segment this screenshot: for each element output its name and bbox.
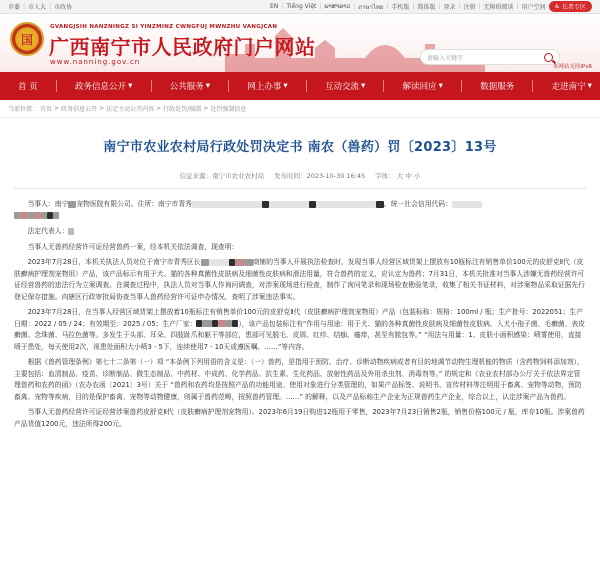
nav-divider <box>228 80 229 92</box>
redaction <box>202 320 212 327</box>
page-title: 南宁市农业农村局行政处罚决定书 南农（兽药）罚〔2023〕13号 <box>103 140 497 155</box>
chevron-down-icon: ▾ <box>587 81 592 91</box>
redaction <box>316 201 376 208</box>
breadcrumb-statutory[interactable]: 法定主动公开内容 <box>106 106 155 113</box>
redaction <box>452 201 482 208</box>
redaction <box>245 259 253 266</box>
lang-en[interactable]: EN <box>270 3 279 10</box>
redaction <box>309 201 316 208</box>
link-register[interactable]: 注册 <box>463 4 476 11</box>
breadcrumb-separator: > <box>156 105 162 112</box>
paragraph-intro: 当事人无兽药经营许可证经营兽药一案，经本机关依法调查，现查明： <box>27 242 239 251</box>
national-emblem-icon[interactable]: 国 <box>10 22 44 56</box>
lang-lo[interactable]: ພາສາລາວ <box>324 3 351 10</box>
link-login[interactable]: 登录 <box>443 4 456 11</box>
breadcrumb-label: 当前位置： <box>8 106 39 113</box>
separator: | <box>23 3 26 10</box>
redaction <box>192 201 262 208</box>
nav-interaction[interactable]: 互动交流 ▾ <box>324 81 366 92</box>
paragraph-legal-basis: 根据《兽药管理条例》第七十二条第（一）项 “本条例下列用语的含义是：（一）兽药，是指用于预防、治疗、诊断动物疾病或者有目的地调节动物生理机能的物质（含药物饲料添加剂），主要包括：血清制品、疫苗、诊断制品、微生态制品、中药材、中成药、化学药品、抗生素、生化药品、放射性药品及外用杀虫剂、消毒剂等。” 的规定和《农业农村部办公厅关于依法界定管理兽药和农药的函》（农办农函〔2021〕3号）关于 “兽药和农药均是按照产品的功能用途、使用对象进行分类管理的，如果产品标签、说明书、宣传材料等注明用于畜禽、宠物等动物，预防畜禽、宠物等疾病，目的是保护畜禽、宠物等动物健康，则属于兽药范畴，按照兽药管理。……” 的解释，以及产品标称生产企业为正规兽药生产企业，综合以上，认定涉案产品为兽药。 <box>14 358 584 401</box>
separator: | <box>516 3 519 10</box>
search-icon[interactable] <box>544 53 553 62</box>
link-city-party[interactable]: 市委 <box>8 4 21 11</box>
site-name-zhuang: GVANGJSIH NANZNINGZ SI YINZMINZ CWNGFUJ MWNZHU VANGJCAN <box>50 24 278 30</box>
lang-vi[interactable]: Tiếng Việt <box>286 3 317 10</box>
nav-divider <box>151 80 152 92</box>
breadcrumb <box>0 100 600 118</box>
nav-about-nanning[interactable]: 走进南宁 ▾ <box>551 81 592 92</box>
breadcrumb-penalty[interactable]: 行政处罚/强制 <box>163 106 202 113</box>
nav-divider <box>461 80 462 92</box>
redaction <box>53 212 59 219</box>
redaction <box>68 228 74 235</box>
separator: | <box>478 3 481 10</box>
nav-divider <box>56 80 57 92</box>
separator: | <box>281 3 284 10</box>
redaction <box>229 259 235 266</box>
breadcrumb-separator: > <box>203 105 209 112</box>
link-city-cppcc[interactable]: 市政协 <box>54 4 73 11</box>
chevron-down-icon: ▾ <box>128 81 133 91</box>
breadcrumb-separator: > <box>54 105 60 112</box>
breadcrumb-home[interactable]: 首页 <box>40 106 53 113</box>
link-user-space[interactable]: 用户空间 <box>521 4 546 11</box>
separator: | <box>386 3 389 10</box>
elder-zone-button[interactable] <box>549 1 592 12</box>
font-size-medium[interactable]: 中 <box>405 172 412 180</box>
source-info: 信息来源：南宁市农业农村局 <box>179 172 265 180</box>
article-body <box>14 199 586 430</box>
paragraph-violation: 当事人无兽药经营许可证经营涉案兽药皮舒克Ⅱ代（皮肤癣病护理剂宠物用）。2023年6月19日购进12瓶用于零售，2023年7月23日销售2瓶，销售价格100元 / 瓶，库存10瓶。涉案兽药产品货值1200元，违法所得200元。 <box>14 408 585 428</box>
redaction <box>20 212 28 219</box>
elder-icon: ♿ <box>554 3 560 10</box>
link-simplified[interactable]: 简体版 <box>417 4 436 11</box>
nav-interpretation[interactable]: 解读回应 ▾ <box>402 81 443 92</box>
separator: | <box>319 3 322 10</box>
chevron-down-icon: ▾ <box>438 81 443 91</box>
divider <box>14 188 586 189</box>
top-links-right <box>270 1 592 12</box>
publish-time: 发布时间：2023-10-30 16:45 <box>274 172 366 180</box>
elder-zone-label: 长者专区 <box>561 4 586 11</box>
breadcrumb-gov-info[interactable]: 政务信息公开 <box>61 106 98 113</box>
lang-th[interactable]: ภาษาไทย <box>358 3 384 11</box>
link-accessibility[interactable]: 无障碍阅读 <box>483 4 514 11</box>
top-links-left <box>8 2 72 11</box>
nav-home[interactable]: 首 页 <box>18 82 38 92</box>
font-size-large[interactable]: 大 <box>396 172 404 180</box>
nav-divider <box>306 80 307 92</box>
ipv6-notice: 本网站支持IPv6 <box>552 64 592 70</box>
site-header <box>0 14 600 72</box>
paragraph-facts: 2023年7月28日，在当事人经营区域货架上摆放着10瓶标注有销售单价100元的皮舒克Ⅱ代（皮肤癣病护理剂宠物用）产品（包装标称：规格：100ml / 瓶；生产批号：2022051；生产日期：2022 / 05 / 24；有效期至：2025 / 05；生产厂家： ），该产品包装标注有“作用与用途：用于犬、猫的各种真菌性皮肤病及细菌性皮肤病。入犬小孢子菌、毛癣菌、表皮癣菌、念珠菌、马拉色菌等。多发生于头部、耳朵、四肢趾爪和躯干等部位，患部可见脱毛、皮屑、红疹、结痂、瘙痒，甚至有脓包等。” “用法与用量：1、皮肤小面积感染：喷雾使用，直接喷于患处，每天使用2次，视患处面积大小喷3 - 5下，连续使用7 - 10天或遵医嘱。……”等内容。 <box>14 308 586 351</box>
separator: | <box>438 3 441 10</box>
redaction <box>269 201 309 208</box>
paragraph-party: 当事人：南宁 宠物医院有限公司。住所：南宁市青秀 。统一社会信用代码： <box>14 199 586 222</box>
search-input[interactable]: 请输入关键字 <box>427 54 464 62</box>
separator: | <box>412 3 415 10</box>
site-url: www.nanning.gov.cn <box>50 58 141 66</box>
paragraph-investigation: 2023年7月28日，本机关执法人员对位于南宁市青秀区长 商铺的当事人开展执法检查时，发现当事人经营区域货架上摆放有10瓶标注有销售单价100元的皮舒克Ⅱ代（皮肤癣病护理剂宠物用）产品，该产品标示有用于犬、猫的各种真菌性皮肤病及细菌性皮肤病和滑法用量，符合兽药的定义，应认定为兽药；7月31日，本机关批准对当事人涉嫌无兽药经营许可证经营兽药的违法行为立案调查。在调查过程中，执法人员对当事人作询问调查，对涉案现场进行检查，制作了询问笔录和现场检查勘验笔录，收集了相关书证材料，对涉案物品采取证据先行登记保存措施。向辖区行政审批局协查当事人兽药经营许可证申办情况，查明了涉案违法事实。 <box>14 258 585 301</box>
chevron-down-icon: ▾ <box>205 81 210 91</box>
redaction <box>376 201 384 208</box>
link-mobile[interactable]: 手机版 <box>391 4 410 11</box>
breadcrumb-penalty-info[interactable]: 处罚强制信息 <box>210 106 247 113</box>
separator: | <box>353 3 356 10</box>
top-utility-bar <box>0 0 600 14</box>
font-size-small[interactable]: 小 <box>413 172 421 180</box>
search-box[interactable] <box>420 49 560 65</box>
breadcrumb-separator: > <box>99 105 105 112</box>
redaction <box>218 320 226 327</box>
main-nav <box>0 72 600 100</box>
article <box>0 136 600 430</box>
article-meta <box>14 171 586 180</box>
paragraph-legal-rep: 法定代表人： <box>14 226 586 238</box>
redaction <box>235 259 245 266</box>
redaction <box>201 259 209 266</box>
separator: | <box>458 3 461 10</box>
separator: | <box>49 3 52 10</box>
nav-public-service[interactable]: 公共服务 ▾ <box>169 81 210 92</box>
link-city-npc[interactable]: 市人大 <box>28 4 47 11</box>
nav-gov-info[interactable]: 政务信息公开 ▾ <box>75 81 133 92</box>
chevron-down-icon: ▾ <box>283 81 288 91</box>
nav-divider <box>532 80 533 92</box>
site-name[interactable]: 广西南宁市人民政府门户网站 <box>49 35 316 59</box>
font-size-control: 字体： 大 中 小 <box>375 172 421 180</box>
nav-data-service[interactable]: 数据服务 <box>480 82 515 92</box>
nav-divider <box>383 80 384 92</box>
chevron-down-icon: ▾ <box>360 81 366 91</box>
redaction <box>34 212 41 219</box>
nav-online-service[interactable]: 网上办事 ▾ <box>247 81 288 92</box>
redaction <box>262 201 269 208</box>
redaction <box>209 259 229 266</box>
